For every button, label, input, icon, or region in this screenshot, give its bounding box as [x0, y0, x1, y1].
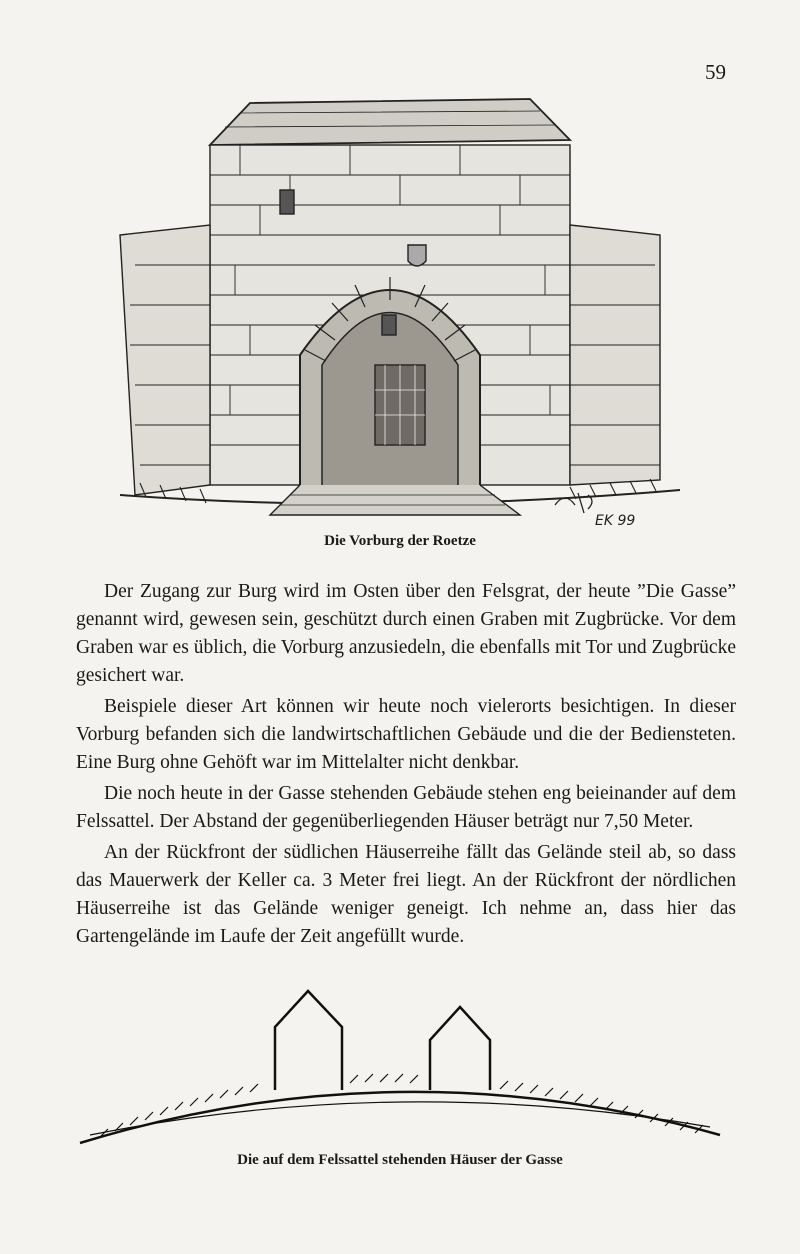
paragraph-4: An der Rückfront der südlichen Häuserreihe fällt das Gelände steil ab, so dass das Mauerwerk der Keller ca. 3 Meter frei liegt. An der Rückfront der nördlichen Häuserreihe ist das Gelände weniger geneigt. Ich nehme an, dass hier das Gartengelände im Laufe der Zeit angefüllt wurde. [76, 842, 736, 947]
paragraph-1: Der Zugang zur Burg wird im Osten über den Felsgrat, der heute ”Die Gasse” genannt wird, gewesen sein, geschützt durch einen Graben mit Zugbrücke. Vor dem Graben war es üblich, die Vorburg anzusiedeln, die ebenfalls mit Tor und Zugbrücke gesichert war. [76, 581, 736, 686]
houses-drawing [70, 985, 750, 1150]
page-number: 59 [705, 60, 726, 84]
figure-caption-houses: Die auf dem Felssattel stehenden Häuser der Gasse [237, 1152, 563, 1168]
paragraph-3: Die noch heute in der Gasse stehenden Gebäude stehen eng beieinander auf dem Felssattel. Der Abstand der gegenüberliegenden Häuser beträgt nur 7,50 Meter. [76, 783, 736, 832]
sketch-signature: EK 99 [595, 513, 636, 529]
paragraph-2: Beispiele dieser Art können wir heute noch vielerorts besichtigen. In dieser Vorburg befanden sich die landwirtschaftlichen Gebäude und die der Bediensteten. Eine Burg ohne Gehöft war im Mittelalter nicht denkbar. [76, 696, 736, 773]
figure-caption-gate: Die Vorburg der Roetze [324, 533, 476, 549]
body-text [76, 578, 736, 954]
gate-drawing [100, 85, 700, 530]
